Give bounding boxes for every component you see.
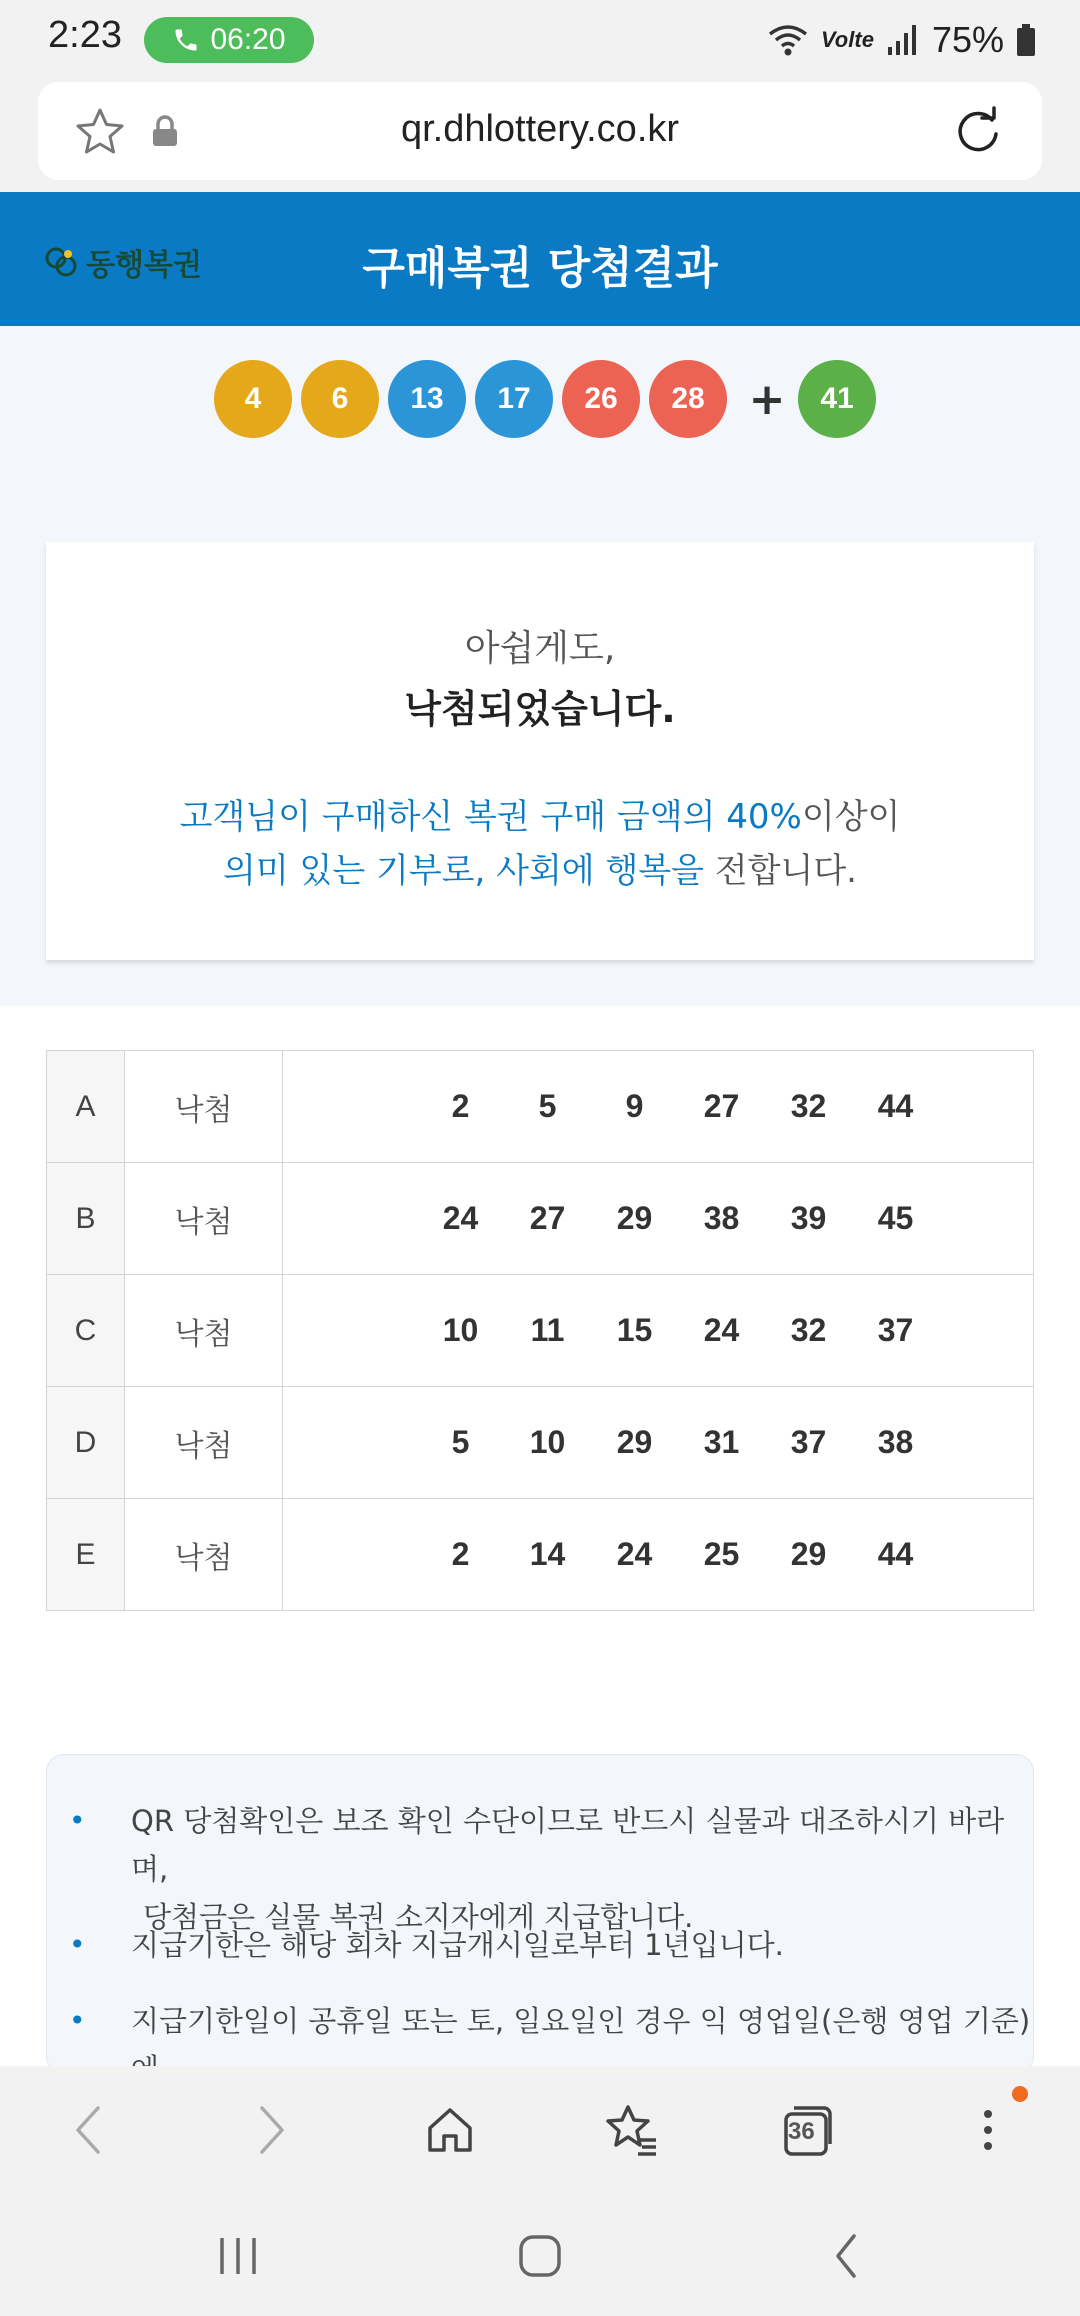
ticket-numbers — [283, 1051, 1034, 1163]
page-title: 구매복권 당첨결과 — [362, 243, 718, 294]
home-nav-icon — [518, 2234, 562, 2278]
forward-icon — [252, 2102, 292, 2158]
recent-apps-button[interactable] — [208, 2226, 268, 2286]
ticket-numbers — [283, 1163, 1034, 1275]
ticket-game-label: B — [47, 1163, 125, 1275]
url-text[interactable]: qr.dhlottery.co.kr — [400, 108, 680, 150]
status-indicators — [767, 16, 1036, 64]
ticket-number: 32 — [790, 1312, 827, 1348]
tabs-count: 36 — [788, 2118, 815, 2145]
notice-item: • QR 당첨확인은 보조 확인 수단이므로 반드시 실물과 대조하시기 바라며, 당첨금은 실물 복권 소지자에게 지급합니다. — [69, 1797, 1033, 1941]
status-bar — [0, 0, 1080, 80]
result-message-card — [46, 542, 1034, 960]
back-icon — [68, 2102, 108, 2158]
phone-icon — [172, 26, 200, 54]
home-icon — [424, 2104, 476, 2156]
home-button[interactable] — [414, 2094, 486, 2166]
forward-button[interactable] — [236, 2094, 308, 2166]
ticket-number: 32 — [790, 1088, 827, 1124]
winning-ball: 17 — [475, 360, 553, 438]
ticket-number: 24 — [442, 1200, 479, 1236]
result-message-intro: 아쉽게도, — [464, 628, 616, 669]
ticket-number: 29 — [616, 1200, 653, 1236]
result-area — [0, 326, 1080, 1006]
ticket-number: 24 — [616, 1536, 653, 1572]
result-message-status: 낙첨되었습니다. — [404, 687, 676, 731]
ticket-number: 9 — [625, 1088, 644, 1124]
ticket-number: 25 — [703, 1536, 740, 1572]
ticket-number: 27 — [529, 1200, 566, 1236]
ticket-number: 29 — [616, 1424, 653, 1460]
volte-label: Volte — [820, 27, 874, 52]
ticket-game-label: D — [47, 1387, 125, 1499]
bonus-plus-sign: + — [748, 373, 786, 425]
ticket-number: 37 — [790, 1424, 827, 1460]
ticket-number: 10 — [529, 1424, 566, 1460]
notification-dot — [1012, 2086, 1028, 2102]
winning-numbers — [214, 360, 885, 438]
ticket-number: 37 — [877, 1312, 914, 1348]
ticket-game-label: C — [47, 1275, 125, 1387]
bullet: • — [69, 1928, 86, 1961]
browser-bottom-bar — [0, 2066, 1080, 2196]
ticket-numbers — [283, 1499, 1034, 1611]
home-nav-button[interactable] — [510, 2226, 570, 2286]
ticket-number: 15 — [616, 1312, 653, 1348]
ongoing-call-chip[interactable] — [144, 17, 314, 63]
winning-ball: 6 — [301, 360, 379, 438]
donation-text-highlight: 고객님이 구매하신 복권 구매 금액의 40% — [179, 797, 802, 837]
ticket-result: 낙첨 — [125, 1051, 283, 1163]
notice-box — [46, 1754, 1034, 2074]
battery-icon — [1016, 23, 1036, 57]
status-time: 2:23 — [48, 14, 122, 56]
system-navigation-bar — [0, 2196, 1080, 2316]
ticket-number: 38 — [877, 1424, 914, 1460]
winning-ball: 28 — [649, 360, 727, 438]
call-timer: 06:20 — [210, 23, 286, 56]
more-vert-icon — [978, 2102, 998, 2158]
ticket-number: 27 — [703, 1088, 740, 1124]
bonus-ball: 41 — [798, 360, 876, 438]
back-nav-icon — [830, 2232, 862, 2280]
tabs-button[interactable] — [772, 2094, 844, 2166]
wifi-icon — [767, 22, 809, 58]
browser-toolbar — [0, 80, 1080, 192]
notice-item: • 지급기한일이 공휴일 또는 토, 일요일인 경우 익 영업일(은행 영업 기준) — [69, 1997, 1033, 2093]
ticket-number: 10 — [442, 1312, 479, 1348]
signal-icon — [886, 23, 920, 57]
reload-icon[interactable] — [952, 104, 1004, 156]
ticket-game-label: E — [47, 1499, 125, 1611]
ticket-result: 낙첨 — [125, 1499, 283, 1611]
ticket-row — [47, 1275, 1034, 1387]
ticket-number: 5 — [451, 1424, 470, 1460]
address-bar[interactable] — [38, 82, 1042, 180]
ticket-number: 44 — [877, 1536, 914, 1572]
donation-text-highlight: 의미 있는 기부로, 사회에 행복을 — [222, 851, 704, 891]
ticket-numbers — [283, 1387, 1034, 1499]
bookmarks-icon — [604, 2102, 660, 2158]
ticket-number: 24 — [703, 1312, 740, 1348]
ticket-result: 낙첨 — [125, 1163, 283, 1275]
donation-message — [46, 790, 1034, 898]
recent-apps-icon — [216, 2234, 260, 2278]
winning-ball: 13 — [388, 360, 466, 438]
ticket-number: 2 — [451, 1536, 470, 1572]
ticket-number: 2 — [451, 1088, 470, 1124]
ticket-numbers — [283, 1275, 1034, 1387]
bullet: • — [69, 2004, 86, 2037]
bookmarks-button[interactable] — [596, 2094, 668, 2166]
ticket-row — [47, 1163, 1034, 1275]
ticket-result: 낙첨 — [125, 1387, 283, 1499]
ticket-number: 11 — [530, 1312, 565, 1348]
ticket-number: 31 — [703, 1424, 740, 1460]
donation-text: 전합니다. — [704, 851, 857, 891]
ticket-number: 14 — [529, 1536, 566, 1572]
back-nav-button[interactable] — [816, 2226, 876, 2286]
ticket-number: 44 — [877, 1088, 914, 1124]
ticket-row — [47, 1499, 1034, 1611]
bullet: • — [69, 1804, 86, 1837]
ticket-number: 45 — [877, 1200, 914, 1236]
ticket-row — [47, 1051, 1034, 1163]
ticket-number: 38 — [703, 1200, 740, 1236]
ticket-number: 29 — [790, 1536, 827, 1572]
back-button[interactable] — [52, 2094, 124, 2166]
ticket-number: 5 — [538, 1088, 557, 1124]
winning-ball: 26 — [562, 360, 640, 438]
notice-item: • 지급기한은 해당 회차 지급개시일로부터 1년입니다. — [69, 1921, 784, 1969]
ticket-row — [47, 1387, 1034, 1499]
ticket-table — [46, 1050, 1034, 1611]
donation-text: 이상이 — [801, 797, 901, 837]
logo-text: 동행복권 — [86, 248, 202, 283]
battery-percent: 75% — [931, 19, 1004, 60]
menu-button[interactable] — [952, 2094, 1024, 2166]
ticket-result: 낙첨 — [125, 1275, 283, 1387]
winning-ball: 4 — [214, 360, 292, 438]
ticket-number: 39 — [790, 1200, 827, 1236]
site-header — [0, 192, 1080, 326]
ticket-game-label: A — [47, 1051, 125, 1163]
